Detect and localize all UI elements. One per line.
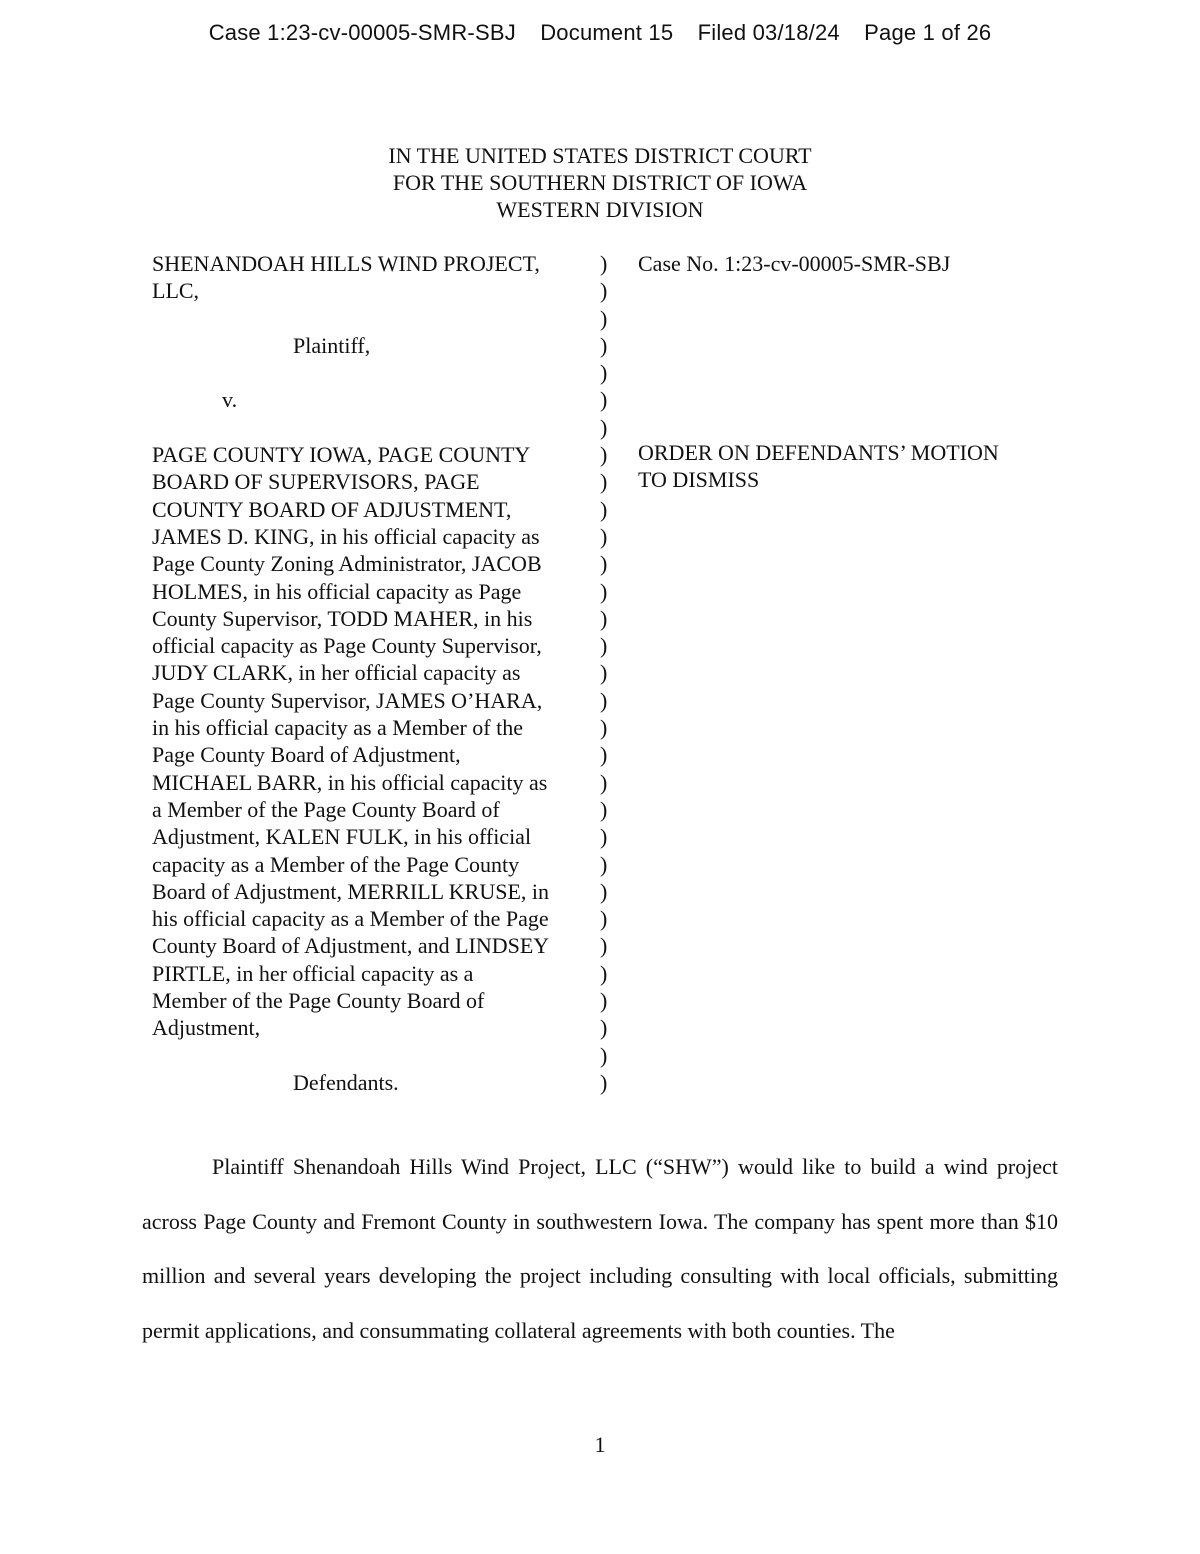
order-title-line: ORDER ON DEFENDANTS’ MOTION [638, 440, 999, 465]
caption-parenthesis: ) [600, 496, 608, 522]
caption-parenthesis: ) [600, 469, 608, 495]
defendants-label: Defendants. [293, 1069, 399, 1095]
caption-parenthesis: ) [600, 851, 608, 877]
caption-parenthesis: ) [600, 605, 608, 631]
defendant-line: PIRTLE, in her official capacity as a [152, 960, 474, 986]
caption-parenthesis: ) [600, 523, 608, 549]
caption-parenthesis: ) [600, 824, 608, 850]
caption-parenthesis: ) [600, 633, 608, 659]
caption-parenthesis: ) [600, 360, 608, 386]
case-number: Case No. 1:23-cv-00005-SMR-SBJ [638, 251, 951, 276]
defendant-line: HOLMES, in his official capacity as Page [152, 578, 522, 604]
caption-parenthesis: ) [600, 305, 608, 331]
caption-parenthesis: ) [600, 251, 608, 276]
caption-parenthesis: ) [600, 551, 608, 577]
defendant-line: his official capacity as a Member of the Page [152, 906, 549, 932]
defendant-line: in his official capacity as a Member of the [152, 715, 524, 741]
body-paragraph: Plaintiff Shenandoah Hills Wind Project, LLC (“SHW”) would like to build a wind project across Page County and Fremont County in southwestern Iowa. The company has spent more than $10 million and several years developing the project including consulting with local officials, submitting permit applications, and consummating collateral agreements with both counties. The [142, 1154, 1058, 1344]
caption-parenthesis: ) [600, 933, 608, 959]
defendant-line: JUDY CLARK, in her official capacity as [152, 660, 521, 686]
body-text [142, 1140, 1058, 1359]
defendant-line: Adjustment, KALEN FULK, in his official [152, 824, 532, 850]
defendant-line: capacity as a Member of the Page County [152, 851, 520, 877]
caption-parenthesis: ) [600, 1069, 608, 1095]
caption-parenthesis: ) [600, 960, 608, 986]
court-line-3: WESTERN DIVISION [496, 197, 704, 222]
caption-parenthesis: ) [600, 715, 608, 741]
caption-parenthesis: ) [600, 1042, 608, 1068]
defendant-line: official capacity as Page County Supervisor, [152, 633, 542, 659]
caption-parenthesis: ) [600, 988, 608, 1014]
caption-parenthesis: ) [600, 414, 608, 440]
caption-parenthesis: ) [600, 442, 608, 468]
defendant-line: BOARD OF SUPERVISORS, PAGE [152, 469, 480, 495]
defendant-line: COUNTY BOARD OF ADJUSTMENT, [152, 496, 512, 522]
defendant-line: County Supervisor, TODD MAHER, in his [152, 605, 533, 631]
court-heading [0, 142, 1200, 223]
defendant-line: MICHAEL BARR, in his official capacity as [152, 769, 548, 795]
header-case-number: Case 1:23-cv-00005-SMR-SBJ [208, 20, 516, 45]
defendant-line: County Board of Adjustment, and LINDSEY [152, 933, 550, 959]
plaintiff-name-line: SHENANDOAH HILLS WIND PROJECT, [152, 251, 540, 276]
caption-parenthesis: ) [600, 906, 608, 932]
caption-parenthesis: ) [600, 687, 608, 713]
court-line-1: IN THE UNITED STATES DISTRICT COURT [388, 143, 812, 168]
caption-parenthesis: ) [600, 578, 608, 604]
caption-parties [152, 250, 592, 1096]
defendant-line: Adjustment, [152, 1015, 261, 1041]
caption-parenthesis: ) [600, 796, 608, 822]
defendant-line: Page County Zoning Administrator, JACOB [152, 551, 542, 577]
header-filed-date: Filed 03/18/24 [697, 20, 840, 45]
defendant-line: Board of Adjustment, MERRILL KRUSE, in [152, 878, 550, 904]
order-title [638, 439, 1058, 493]
versus-label: v. [222, 387, 238, 413]
page-number: 1 [594, 1432, 606, 1457]
header-page-count: Page 1 of 26 [864, 20, 992, 45]
defendant-line: Page County Board of Adjustment, [152, 742, 461, 768]
plaintiff-label: Plaintiff, [293, 332, 371, 358]
defendant-line: Member of the Page County Board of [152, 988, 485, 1014]
court-line-2: FOR THE SOUTHERN DISTRICT OF IOWA [392, 170, 808, 195]
caption-parenthesis: ) [600, 387, 608, 413]
caption-parenthesis: ) [600, 278, 608, 304]
order-title-line: TO DISMISS [638, 467, 760, 492]
defendant-line: Page County Supervisor, JAMES O’HARA, [152, 687, 543, 713]
plaintiff-name-line: LLC, [152, 278, 200, 304]
caption-parenthesis-column [600, 250, 620, 1096]
defendant-line: PAGE COUNTY IOWA, PAGE COUNTY [152, 442, 531, 468]
caption-parenthesis: ) [600, 769, 608, 795]
caption-parenthesis: ) [600, 878, 608, 904]
header-document-number: Document 15 [540, 20, 674, 45]
caption-parenthesis: ) [600, 1015, 608, 1041]
caption-parenthesis: ) [600, 332, 608, 358]
caption-parenthesis: ) [600, 742, 608, 768]
filing-header [0, 20, 1200, 46]
defendant-line: JAMES D. KING, in his official capacity as [152, 523, 540, 549]
defendant-line: a Member of the Page County Board of [152, 796, 500, 822]
caption-parenthesis: ) [600, 660, 608, 686]
